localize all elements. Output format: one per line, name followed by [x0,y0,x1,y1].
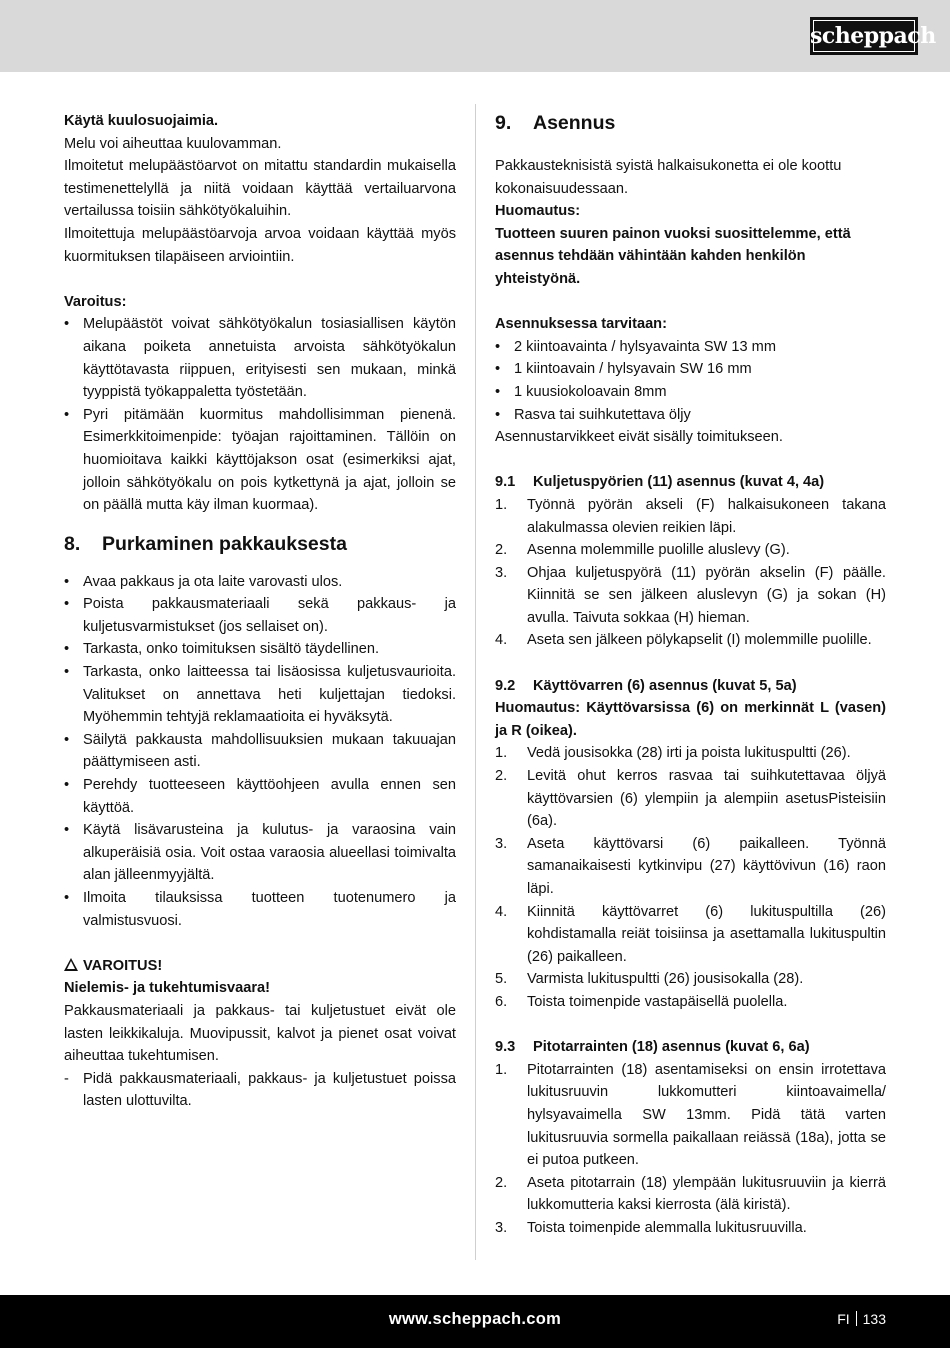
list-item: • Ilmoita tilauksissa tuotteen tuotenumero ja valmistusvuosi. [64,887,456,932]
section-9-3-heading [495,1036,886,1059]
step-number: 2. [495,768,508,785]
list-item: • Säilytä pakkausta mahdollisuuksien mukaan takuuajan päättymiseen asti. [64,729,456,774]
step-number: 2. [495,542,508,559]
step-number: 1. [495,1061,508,1078]
requirements-heading: Asennuksessa tarvitaan: [495,316,667,333]
scheppach-logo: scheppach [810,17,918,55]
list-item [495,494,886,539]
noise-assessment-text: Ilmoitettuja melupäästöarvoja arvoa voidaan käyttää myös kuormituksen tilapäiseen arviointiin. [64,225,456,265]
list-item: • Rasva tai suihkutettava öljy [495,404,886,427]
section-title: Pitotarrainten (18) asennus (kuvat 6, 6a) [533,1039,810,1056]
section-number: 9.1 [495,474,516,491]
list-item [495,901,886,969]
page-number: 133 [862,1311,886,1327]
section-title: Käyttövarren (6) asennus (kuvat 5, 5a) [533,677,797,694]
note-heading: Huomautus: [495,203,581,220]
step-text: Pitotarrainten (18) asentamiseksi on ensin irrotettava lukitusruuvin lukkomutteri kiintoavaimella/ hylsyavaimella SW 13mm. Pidä tätä varten lukitusruuvia sormella paikallaan reiässä (18a), jotta se ei putoa putkeen. [527,1061,886,1169]
note-text: Tuotteen suuren painon vuoksi suosittelemme, että asennus tehdään vähintään kahden henkilön yhteistyönä. [495,225,851,287]
step-text: Levitä ohut kerros rasvaa tai suihkutettavaa öljyä käyttövarsien (6) ylempiin ja alempiin asetusPisteisiin (6a). [527,768,886,830]
step-number: 3. [495,564,508,581]
list-item: • Tarkasta, onko laitteessa tai lisäosissa kuljetusvaurioita. Valitukset on annettava heti kuljettajan tiedoksi. Myöhemmin tehtyjä reklamaatioita ei hyväksytä. [64,661,456,729]
requirements-note: Asennustarvikkeet eivät sisälly toimitukseen. [495,429,783,446]
caution-heading [64,955,456,978]
caution-title: VAROITUS! [83,957,163,974]
list-item [495,765,886,833]
step-text: Ohjaa kuljetuspyörä (11) pyörän akselin (F) päälle. Kiinnitä se sen jälkeen aluslevyn (G) ja sokan (H) avulla. Taivuta sokkaa (H) hieman. [527,564,886,626]
caution-subtitle: Nielemis- ja tukehtumisvaara! [64,980,271,997]
left-column [64,110,456,1113]
section-9-heading [495,110,886,136]
list-item: • 1 kiintoavain / hylsyavain SW 16 mm [495,358,886,381]
step-text: Asenna molemmille puolille aluslevy (G). [527,542,790,559]
list-item: • Poista pakkausmateriaali sekä pakkaus- ja kuljetusvarmistukset (jos sellaiset on). [64,593,456,638]
list-item [495,833,886,901]
unpacking-list [64,571,456,933]
separator [856,1311,857,1326]
step-number: 3. [495,1219,508,1236]
hearing-protection-heading: Käytä kuulosuojaimia. [64,113,219,129]
noise-damage-text: Melu voi aiheuttaa kuulovamman. [64,135,282,152]
step-text: Varmista lukituspultti (26) jousisokalla (28). [527,971,804,988]
list-item: • Perehdy tuotteeseen käyttöohjeen avulla ennen sen käyttöä. [64,774,456,819]
steps-9-1 [495,494,886,652]
section-number: 9. [495,112,512,134]
steps-9-3 [495,1059,886,1240]
section-9-2-heading [495,675,886,698]
step-text: Aseta käyttövarsi (6) paikalleen. Työnnä samanaikaisesti kytkinvipu (27) käyttövivun (16) raon läpi. [527,835,886,897]
section-title: Kuljetuspyörien (11) asennus (kuvat 4, 4a) [533,474,825,491]
section-title: Purkaminen pakkauksesta [102,532,347,555]
list-item [495,562,886,630]
step-number: 1. [495,745,508,762]
step-text: Kiinnitä käyttövarret (6) lukituspultilla (26) kohdistamalla reiät toisiinsa ja asettamalla lukituspultin (26) paikalleen. [527,903,886,965]
footer-bar [0,1295,950,1348]
section-number: 9.3 [495,1039,516,1056]
step-text: Vedä jousisokka (28) irti ja poista lukituspultti (26). [527,745,851,762]
arm-note: Huomautus: Käyttövarsissa (6) on merkinnät L (vasen) ja R (oikea). [495,700,886,739]
caution-list [64,1068,456,1113]
section-number: 9.2 [495,677,516,694]
language-code: FI [837,1311,850,1327]
list-item: • 2 kiintoavainta / hylsyavainta SW 13 mm [495,336,886,359]
right-column [495,110,886,1240]
list-item [495,629,886,652]
assembly-intro: Pakkausteknisistä syistä halkaisukonetta ei ole koottu kokonaisuudessaan. [495,158,842,197]
step-text: Aseta pitotarrain (18) ylempään lukitusruuviin ja kierrä lukkomutteria kaksi kierrosta (älä kiristä). [527,1174,886,1214]
noise-values-text: Ilmoitetut melupäästöarvot on mitattu standardin mukaisella testimenettelyllä ja niitä voidaan käyttää vertailuarvona vertailussa toisiin sähkötyökaluihin. [64,158,456,220]
warning-heading: Varoitus: [64,293,127,310]
step-text: Työnnä pyörän akseli (F) halkaisukoneen takana alakulmassa olevien reikien läpi. [527,496,886,536]
step-number: 3. [495,835,508,852]
step-number: 6. [495,993,508,1010]
step-number: 5. [495,971,508,988]
section-9-1-heading [495,471,886,494]
list-item [495,1217,886,1240]
list-item [495,1059,886,1172]
list-item: • 1 kuusiokoloavain 8mm [495,381,886,404]
step-number: 4. [495,632,508,649]
section-number: 8. [64,532,81,555]
warning-triangle-icon [64,958,78,971]
list-item [495,539,886,562]
step-text: Toista toimenpide vastapäisellä puolella. [527,993,788,1010]
column-divider [475,104,476,1260]
header-bar [0,0,950,72]
list-item [495,991,886,1014]
list-item: • Melupäästöt voivat sähkötyökalun tosiasiallisen käytön aikana poiketa annetuista arvoista sähkötyökalun käyttötavasta riippuen, erityisesti sen mukaan, minkä tyyppistä työkappaletta työstetään. [64,313,456,403]
list-item: • Tarkasta, onko toimituksen sisältö täydellinen. [64,638,456,661]
caution-text: Pakkausmateriaali ja pakkaus- tai kuljetustuet eivät ole lasten leikkikaluja. Muovipussit, kalvot ja pienet osat voivat aiheuttaa tukehtumisen. [64,1002,456,1065]
step-number: 4. [495,903,508,920]
list-item [495,1172,886,1217]
section-title: Asennus [533,112,616,134]
page-indicator [837,1311,886,1327]
step-text: Aseta sen jälkeen pölykapselit (I) molemmille puolille. [527,632,872,649]
section-8-heading [64,531,456,557]
step-text: Toista toimenpide alemmalla lukitusruuvilla. [527,1219,807,1236]
list-item [495,742,886,765]
requirements-list [495,336,886,426]
steps-9-2 [495,742,886,1013]
step-number: 1. [495,496,508,513]
warning-list [64,313,456,516]
website-link[interactable]: www.scheppach.com [388,1310,562,1328]
list-item: • Avaa pakkaus ja ota laite varovasti ulos. [64,571,456,594]
list-item [495,968,886,991]
step-number: 2. [495,1174,508,1191]
list-item: - Pidä pakkausmateriaali, pakkaus- ja kuljetustuet poissa lasten ulottuvilta. [64,1068,456,1113]
list-item: • Pyri pitämään kuormitus mahdollisimman pienenä. Esimerkkitoimenpide: työajan rajoittaminen. Tällöin on huomioitava kaikki käyttöjakson osat (esimerkiksi ajat, jolloin sähkötyökalu on pois kytkettynä ja ajat, jolloin se on päällä mutta käy ilman kuormaa). [64,404,456,517]
list-item: • Käytä lisävarusteina ja kulutus- ja varaosina vain alkuperäisiä osia. Voit ostaa varaosia alueellasi toimivalta alan jälleenmyyjältä. [64,819,456,887]
